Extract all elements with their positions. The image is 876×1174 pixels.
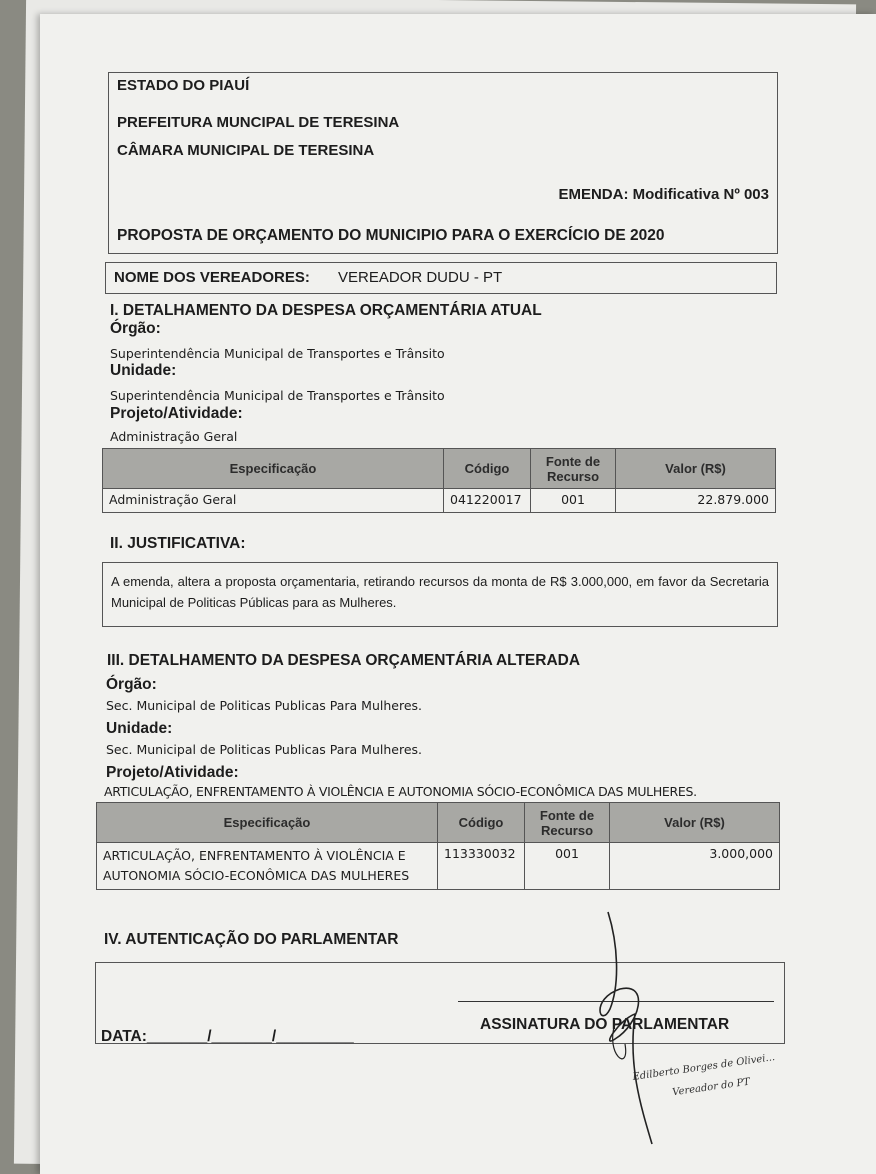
proposal-title: PROPOSTA DE ORÇAMENTO DO MUNICIPIO PARA O EXERCÍCIO DE 2020 (117, 227, 665, 244)
section-3-unidade-label: Unidade: (106, 720, 173, 737)
section-3-projeto: ARTICULAÇÃO, ENFRENTAMENTO À VIOLÊNCIA E AUTONOMIA SÓCIO-ECONÔMICA DAS MULHERES. (104, 784, 697, 799)
table-row (103, 489, 776, 513)
document-page (40, 14, 876, 1174)
chamber-name: CÂMARA MUNICIPAL DE TERESINA (117, 142, 375, 159)
state-name: ESTADO DO PIAUÍ (117, 77, 250, 94)
col-valor: Valor (R$) (616, 449, 776, 489)
cell-fonte: 001 (531, 489, 616, 513)
section-3-title: III. DETALHAMENTO DA DESPESA ORÇAMENTÁRIA ALTERADA (107, 652, 581, 669)
amendment-number: EMENDA: Modificativa Nº 003 (558, 186, 769, 203)
section-3-projeto-label: Projeto/Atividade: (106, 764, 239, 781)
section-1-title: I. DETALHAMENTO DA DESPESA ORÇAMENTÁRIA ATUAL (110, 302, 542, 319)
prefecture-name: PREFEITURA MUNCIPAL DE TERESINA (117, 114, 400, 131)
col-fonte: Fonte de Recurso (525, 803, 610, 843)
cell-especificacao: Administração Geral (103, 489, 444, 513)
table-row (97, 843, 780, 890)
stamp-role: Vereador do PT (671, 1076, 751, 1099)
justification-text: A emenda, altera a proposta orçamentaria, retirando recursos da monta de R$ 3.000,000, em favor da Secretaria Municipal de Politicas Públicas para as Mulheres. (111, 574, 769, 610)
section-4-title: IV. AUTENTICAÇÃO DO PARLAMENTAR (104, 931, 399, 948)
cell-valor: 3.000,000 (610, 843, 780, 890)
section-1-orgao: Superintendência Municipal de Transportes e Trânsito (110, 346, 445, 361)
councilors-value: VEREADOR DUDU - PT (338, 269, 503, 286)
col-valor: Valor (R$) (610, 803, 780, 843)
handwritten-signature (560, 904, 680, 1154)
cell-valor: 22.879.000 (616, 489, 776, 513)
current-expense-table (102, 448, 776, 513)
col-codigo: Código (444, 449, 531, 489)
justification-box (102, 562, 778, 627)
cell-codigo: 113330032 (438, 843, 525, 890)
councilors-label: NOME DOS VEREADORES: (114, 269, 310, 286)
cell-especificacao: ARTICULAÇÃO, ENFRENTAMENTO À VIOLÊNCIA E AUTONOMIA SÓCIO-ECONÔMICA DAS MULHERES (97, 843, 438, 890)
col-especificacao: Especificação (97, 803, 438, 843)
header-box (108, 72, 778, 254)
col-codigo: Código (438, 803, 525, 843)
section-3-orgao: Sec. Municipal de Politicas Publicas Para Mulheres. (106, 698, 422, 713)
altered-expense-table (96, 802, 780, 890)
cell-fonte: 001 (525, 843, 610, 890)
section-3-unidade: Sec. Municipal de Politicas Publicas Para Mulheres. (106, 742, 422, 757)
col-fonte: Fonte de Recurso (531, 449, 616, 489)
section-1-orgao-label: Órgão: (110, 320, 161, 337)
councilors-box (105, 262, 777, 294)
section-2-title: II. JUSTIFICATIVA: (110, 535, 246, 552)
section-1-unidade: Superintendência Municipal de Transportes e Trânsito (110, 388, 445, 403)
cell-codigo: 041220017 (444, 489, 531, 513)
date-field: DATA:_______/_______/_________ (101, 1028, 354, 1045)
section-1-unidade-label: Unidade: (110, 362, 177, 379)
stamp-name: Edilberto Borges de Olivei... (631, 1052, 776, 1083)
section-1-projeto: Administração Geral (110, 429, 238, 444)
signature-label: ASSINATURA DO PARLAMENTAR (480, 1016, 730, 1033)
section-3-orgao-label: Órgão: (106, 676, 157, 693)
section-1-projeto-label: Projeto/Atividade: (110, 405, 243, 422)
col-especificacao: Especificação (103, 449, 444, 489)
